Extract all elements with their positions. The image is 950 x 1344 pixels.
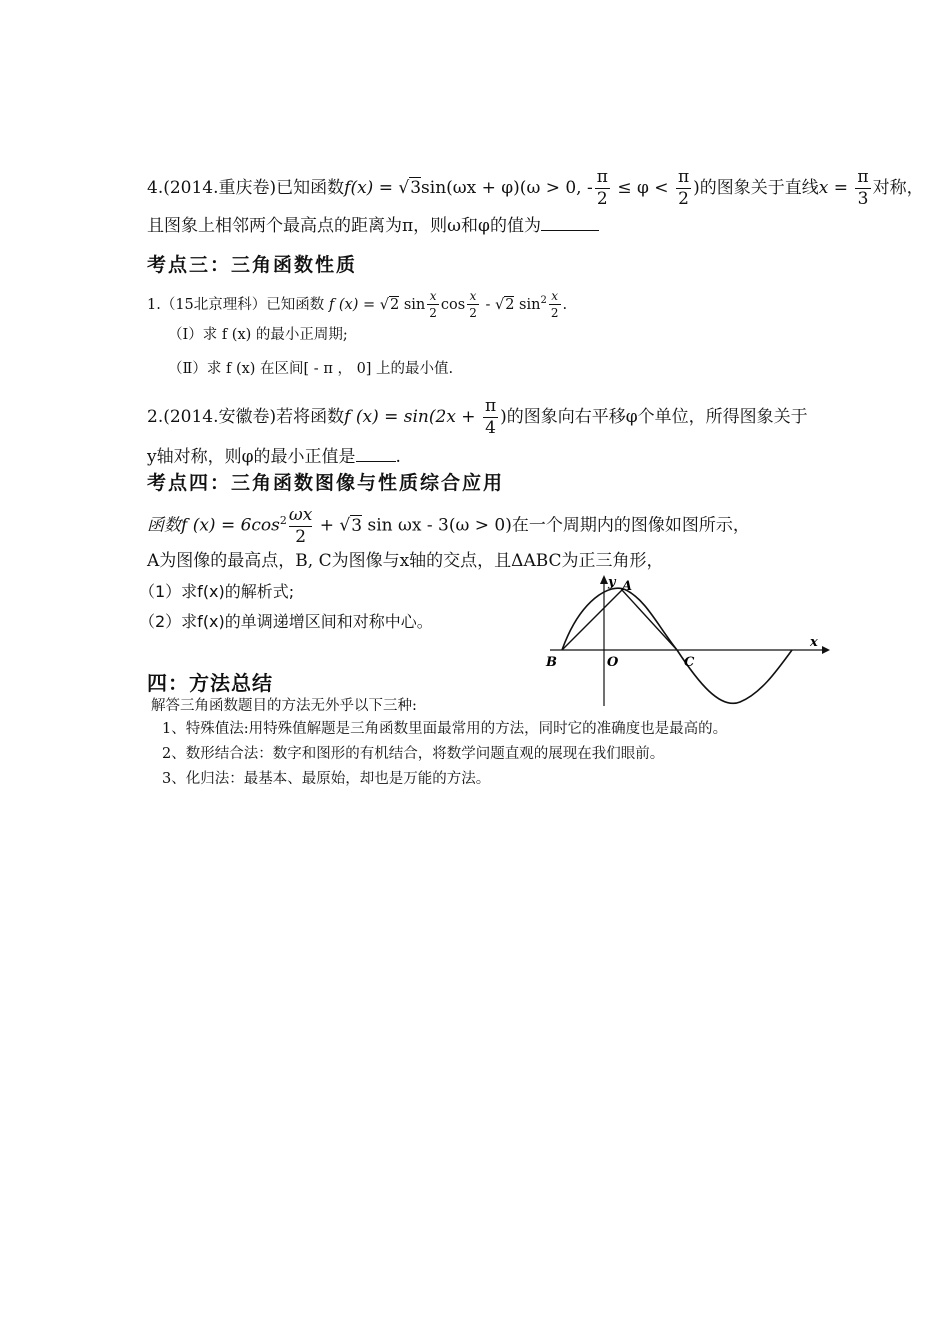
q4-line2: [147, 212, 599, 238]
s4-sup2: 2: [279, 514, 287, 527]
s3q1-sqrt2b: 2: [505, 296, 515, 313]
sine-curve: [562, 588, 792, 703]
q4-frac3: [855, 169, 870, 208]
s4-frac-num: ωx: [288, 504, 313, 525]
q4-frac1: [595, 169, 610, 208]
s3q1-part2: （Ⅱ）求 f (x) 在区间[ - π ， 0] 上的最小值.: [168, 361, 454, 377]
s3q1-minus: -: [480, 296, 495, 313]
label-C: C: [684, 655, 695, 670]
q4-suffix: 对称，: [872, 178, 924, 198]
s3q2-suffix: )的图象向右平移φ个单位，所得图象关于: [500, 407, 808, 427]
q4-func: f(x) =: [344, 178, 399, 198]
summary-item-3: 3、化归法：最基本、最原始，却也是万能的方法。: [162, 771, 491, 787]
s3q2-line2: [147, 443, 401, 469]
sine-graph: [540, 572, 830, 712]
label-O: O: [607, 655, 619, 670]
s3q2-end: .: [395, 447, 401, 467]
label-B: B: [546, 655, 557, 670]
summary-title: 四：方法总结: [147, 671, 273, 695]
s3q1-part1: （Ⅰ）求 f (x) 的最小正周期;: [168, 327, 348, 343]
q4-xeq: x =: [818, 178, 854, 198]
s3q1-cos: cos: [440, 296, 466, 313]
s3q1-frac2-num: x: [467, 290, 479, 305]
s4-prefix: 函数f (x) = 6cos: [147, 515, 280, 536]
side-AC: [622, 590, 677, 650]
s4-line2: A为图像的最高点，B, C为图像与x轴的交点，且ΔABC为正三角形，: [147, 551, 664, 571]
s4-frac-den: 2: [295, 526, 307, 547]
s3q2-frac-den: 4: [485, 418, 496, 438]
q4-frac3-den: 3: [857, 189, 869, 209]
s3q2-line1: [147, 395, 808, 439]
x-axis-arrow: [822, 646, 830, 654]
s3q1-func: f (x) =: [328, 296, 380, 313]
s4-frac: [288, 504, 313, 547]
s3q1-frac1-num: x: [427, 290, 439, 305]
s3q1-dot: .: [562, 296, 568, 313]
s3q2-prefix: 2.(2014.安徽卷)若将函数: [147, 407, 345, 427]
q4-sqrt-arg: 3: [410, 178, 422, 198]
label-x: x: [810, 635, 818, 650]
s3q2-line2-text: y轴对称，则φ的最小正值是: [147, 447, 356, 467]
y-axis-arrow: [600, 575, 608, 584]
q4-frac1-num: π: [596, 167, 608, 187]
label-A: A: [622, 579, 633, 594]
summary-item-2: 2、数形结合法：数字和图形的有机结合，将数学问题直观的展现在我们眼前。: [162, 746, 665, 762]
s3q1-prefix: 1.（15北京理科）已知函数: [147, 296, 329, 313]
s4-sqrt3: 3: [351, 515, 363, 536]
s4-line1: [147, 498, 750, 547]
s3q1-sin2: sin: [514, 296, 541, 313]
q4-frac3-num: π: [857, 167, 869, 187]
q4-sqrt-sign: √: [398, 178, 410, 198]
s4-part2: （2）求f(x)的单调递增区间和对称中心。: [139, 612, 433, 631]
s3q2-func: f (x) = sin(2x +: [344, 407, 481, 427]
q4-body: sin(ωx + φ)(ω > 0, -: [421, 178, 593, 198]
s3q1-frac3-num: x: [549, 290, 561, 305]
s3q1-frac1: [427, 290, 439, 319]
s3q1-sqrt2: 2: [390, 296, 400, 313]
s3q1-frac3: [549, 290, 561, 319]
summary-item-1: 1、特殊值法:用特殊值解题是三角函数里面最常用的方法，同时它的准确度也是最高的。: [162, 721, 728, 737]
s3q1-frac1-den: 2: [429, 306, 437, 321]
s3q1-frac2-den: 2: [469, 306, 477, 321]
s3q1-sin: sin: [399, 296, 426, 313]
s4-part1: （1）求f(x)的解析式;: [139, 582, 295, 601]
s3q2-answer-blank: [356, 443, 396, 462]
s3q1-line: [147, 282, 567, 320]
section4-title: 考点四：三角函数图像与性质综合应用: [147, 472, 505, 494]
s3q1-sqrt-sign1: √: [379, 296, 389, 313]
q4-frac2-den: 2: [678, 189, 689, 209]
side-BA: [562, 590, 622, 650]
s3q1-sqrt-sign2: √: [494, 296, 505, 313]
s3q2-frac: [483, 398, 498, 437]
s4-plus: +: [314, 515, 340, 536]
s3q2-frac-num: π: [484, 396, 497, 416]
s4-sqrt-sign: √: [339, 515, 351, 536]
q4-le-phi: ≤ φ <: [611, 178, 674, 198]
q4-line2-text: 且图象上相邻两个最高点的距离为π，则ω和φ的值为: [147, 216, 541, 236]
q4-prefix: 4.(2014.重庆卷)已知函数: [147, 178, 345, 198]
q4-frac2: [676, 169, 691, 208]
q4-line1: [147, 168, 924, 208]
q4-close: ): [693, 178, 700, 198]
section3-title: 考点三：三角函数性质: [147, 254, 358, 276]
label-y: y: [608, 575, 616, 590]
q4-frac1-den: 2: [596, 189, 608, 209]
s4-rest: sin ωx - 3(ω > 0)在一个周期内的图像如图所示，: [362, 515, 750, 536]
q4-answer-blank: [541, 212, 599, 231]
q4-mid: 的图象关于直线: [699, 178, 819, 198]
s3q1-frac2: [467, 290, 479, 319]
s3q1-frac3-den: 2: [550, 306, 559, 321]
s3q1-sup2: 2: [540, 295, 547, 306]
q4-frac2-num: π: [677, 167, 690, 187]
summary-intro: 解答三角函数题目的方法无外乎以下三种:: [151, 698, 417, 714]
